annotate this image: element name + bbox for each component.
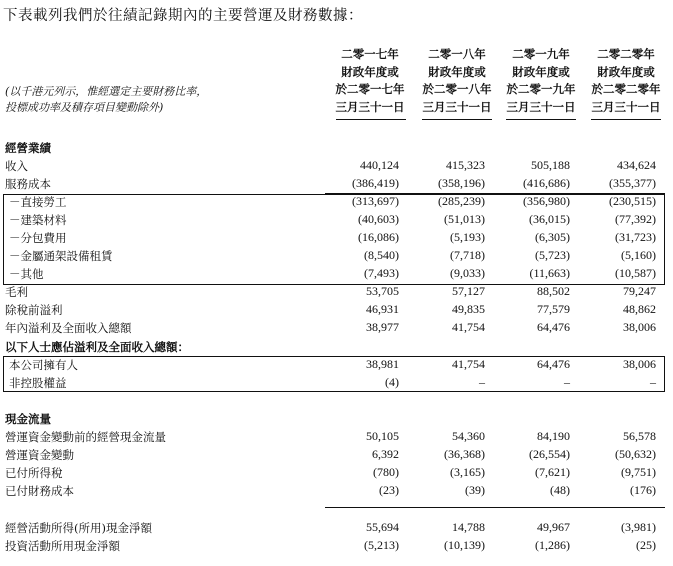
row-value: (23): [379, 483, 399, 497]
row-value: 88,502: [537, 284, 570, 298]
row-value: (230,515): [609, 194, 656, 208]
table-row: [0, 482, 673, 500]
row-value: (356,980): [523, 194, 570, 208]
row-value: 46,931: [366, 302, 399, 316]
subtotal-rule: [325, 507, 665, 508]
row-value: (36,368): [444, 447, 485, 461]
row-value: (5,160): [621, 248, 656, 262]
row-label: 現金流量: [5, 412, 51, 426]
row-value: 64,476: [537, 357, 570, 371]
row-value: (313,697): [352, 194, 399, 208]
row-value: (50,632): [615, 447, 656, 461]
row-value: (416,686): [523, 176, 570, 190]
row-value: 54,360: [452, 429, 485, 443]
row-value: 56,578: [623, 429, 656, 443]
table-row: [0, 446, 673, 464]
table-row: [0, 537, 673, 555]
column-header-2017: 二零一七年 財政年度或 於二零一七年 三月三十一日: [335, 47, 405, 114]
row-label: 毛利: [5, 285, 28, 299]
row-value: (3,165): [450, 465, 485, 479]
table-row: [0, 356, 673, 374]
row-value: 84,190: [537, 429, 570, 443]
table-row: [0, 464, 673, 482]
unit-note: (以千港元列示，惟經選定主要財務比率， 投標成功率及積存項目變動除外): [5, 85, 208, 114]
row-label: 收入: [5, 159, 28, 173]
row-label: 營運資金變動: [5, 448, 74, 462]
table-row: [0, 265, 673, 283]
column-header-2020: 二零二零年 財政年度或 於二零二零年 三月三十一日: [591, 47, 661, 114]
row-label: 服務成本: [5, 177, 51, 191]
row-label: 非控股權益: [9, 376, 67, 390]
table-row: [0, 428, 673, 446]
row-label: －分包費用: [9, 231, 67, 245]
row-value: 41,754: [452, 320, 485, 334]
column-header-underline: [422, 119, 492, 120]
row-value: (36,015): [529, 212, 570, 226]
row-value: 53,705: [366, 284, 399, 298]
row-value: 38,977: [366, 320, 399, 334]
column-header-underline: [591, 119, 661, 120]
row-value: (7,718): [450, 248, 485, 262]
row-value: (7,621): [535, 465, 570, 479]
row-value: (9,751): [621, 465, 656, 479]
table-row: [0, 519, 673, 537]
table-row: [0, 175, 673, 193]
row-value: (40,603): [358, 212, 399, 226]
table-row: [0, 211, 673, 229]
row-label: 已付財務成本: [5, 484, 74, 498]
row-value: (26,554): [529, 447, 570, 461]
row-value: (39): [465, 483, 485, 497]
row-label: 經營活動所得(所用)現金淨額: [5, 521, 152, 535]
row-value: (355,377): [609, 176, 656, 190]
row-value: 49,835: [452, 302, 485, 316]
row-value: (176): [630, 483, 656, 497]
table-row: [0, 301, 673, 319]
row-label: －直接勞工: [9, 195, 67, 209]
row-label: 經營業績: [5, 141, 51, 155]
row-label: 營運資金變動前的經營現金流量: [5, 430, 166, 444]
row-value: 38,006: [623, 320, 656, 334]
row-value: (48): [550, 483, 570, 497]
row-label: 以下人士應佔溢利及全面收入總額：: [5, 340, 189, 354]
row-value: 41,754: [452, 357, 485, 371]
row-value: (3,981): [621, 520, 656, 534]
row-value: (358,196): [438, 176, 485, 190]
table-row: [0, 139, 673, 157]
table-row: [0, 374, 673, 392]
table-row: [0, 283, 673, 301]
row-value: (10,587): [615, 266, 656, 280]
column-header-underline: [336, 119, 406, 120]
row-value: (31,723): [615, 230, 656, 244]
row-value: (1,286): [535, 538, 570, 552]
row-value: –: [650, 375, 656, 389]
row-value: 14,788: [452, 520, 485, 534]
row-value: (11,663): [529, 266, 570, 280]
row-value: (7,493): [364, 266, 399, 280]
row-value: 38,981: [366, 357, 399, 371]
row-value: 55,694: [366, 520, 399, 534]
row-value: 505,188: [531, 158, 570, 172]
row-label: 已付所得稅: [5, 466, 63, 480]
row-value: (6,305): [535, 230, 570, 244]
table-row: [0, 338, 673, 356]
row-value: (4): [385, 375, 399, 389]
table-row: [0, 229, 673, 247]
row-label: －建築材料: [9, 213, 67, 227]
row-value: 415,323: [446, 158, 485, 172]
row-value: 50,105: [366, 429, 399, 443]
row-value: (5,723): [535, 248, 570, 262]
row-value: (10,139): [444, 538, 485, 552]
row-value: 49,967: [537, 520, 570, 534]
row-value: 48,862: [623, 302, 656, 316]
row-value: 434,624: [617, 158, 656, 172]
table-row: [0, 157, 673, 175]
row-value: (5,213): [364, 538, 399, 552]
row-value: (51,013): [444, 212, 485, 226]
row-value: 38,006: [623, 357, 656, 371]
row-value: (386,419): [352, 176, 399, 190]
row-label: 投資活動所用現金淨額: [5, 539, 120, 553]
table-row: [0, 193, 673, 211]
column-header-underline: [506, 119, 576, 120]
intro-text: 下表載列我們於往績記錄期內的主要營運及財務數據：: [3, 8, 363, 24]
row-value: 79,247: [623, 284, 656, 298]
table-row: [0, 319, 673, 337]
row-label: －其他: [9, 267, 44, 281]
row-label: 本公司擁有人: [9, 358, 78, 372]
row-label: 年內溢利及全面收入總額: [5, 321, 132, 335]
row-value: 77,579: [537, 302, 570, 316]
row-value: –: [564, 375, 570, 389]
row-value: –: [479, 375, 485, 389]
row-value: (8,540): [364, 248, 399, 262]
row-value: (285,239): [438, 194, 485, 208]
row-value: 57,127: [452, 284, 485, 298]
row-value: 440,124: [360, 158, 399, 172]
column-header-2019: 二零一九年 財政年度或 於二零一九年 三月三十一日: [506, 47, 576, 114]
table-row: [0, 410, 673, 428]
row-value: (25): [636, 538, 656, 552]
row-value: (9,033): [450, 266, 485, 280]
row-value: (780): [373, 465, 399, 479]
row-value: (5,193): [450, 230, 485, 244]
row-value: (77,392): [615, 212, 656, 226]
row-label: －金屬通架設備租賃: [9, 249, 113, 263]
row-value: (16,086): [358, 230, 399, 244]
row-value: 64,476: [537, 320, 570, 334]
table-row: [0, 247, 673, 265]
row-value: 6,392: [372, 447, 399, 461]
row-label: 除稅前溢利: [5, 303, 63, 317]
column-header-2018: 二零一八年 財政年度或 於二零一八年 三月三十一日: [422, 47, 492, 114]
